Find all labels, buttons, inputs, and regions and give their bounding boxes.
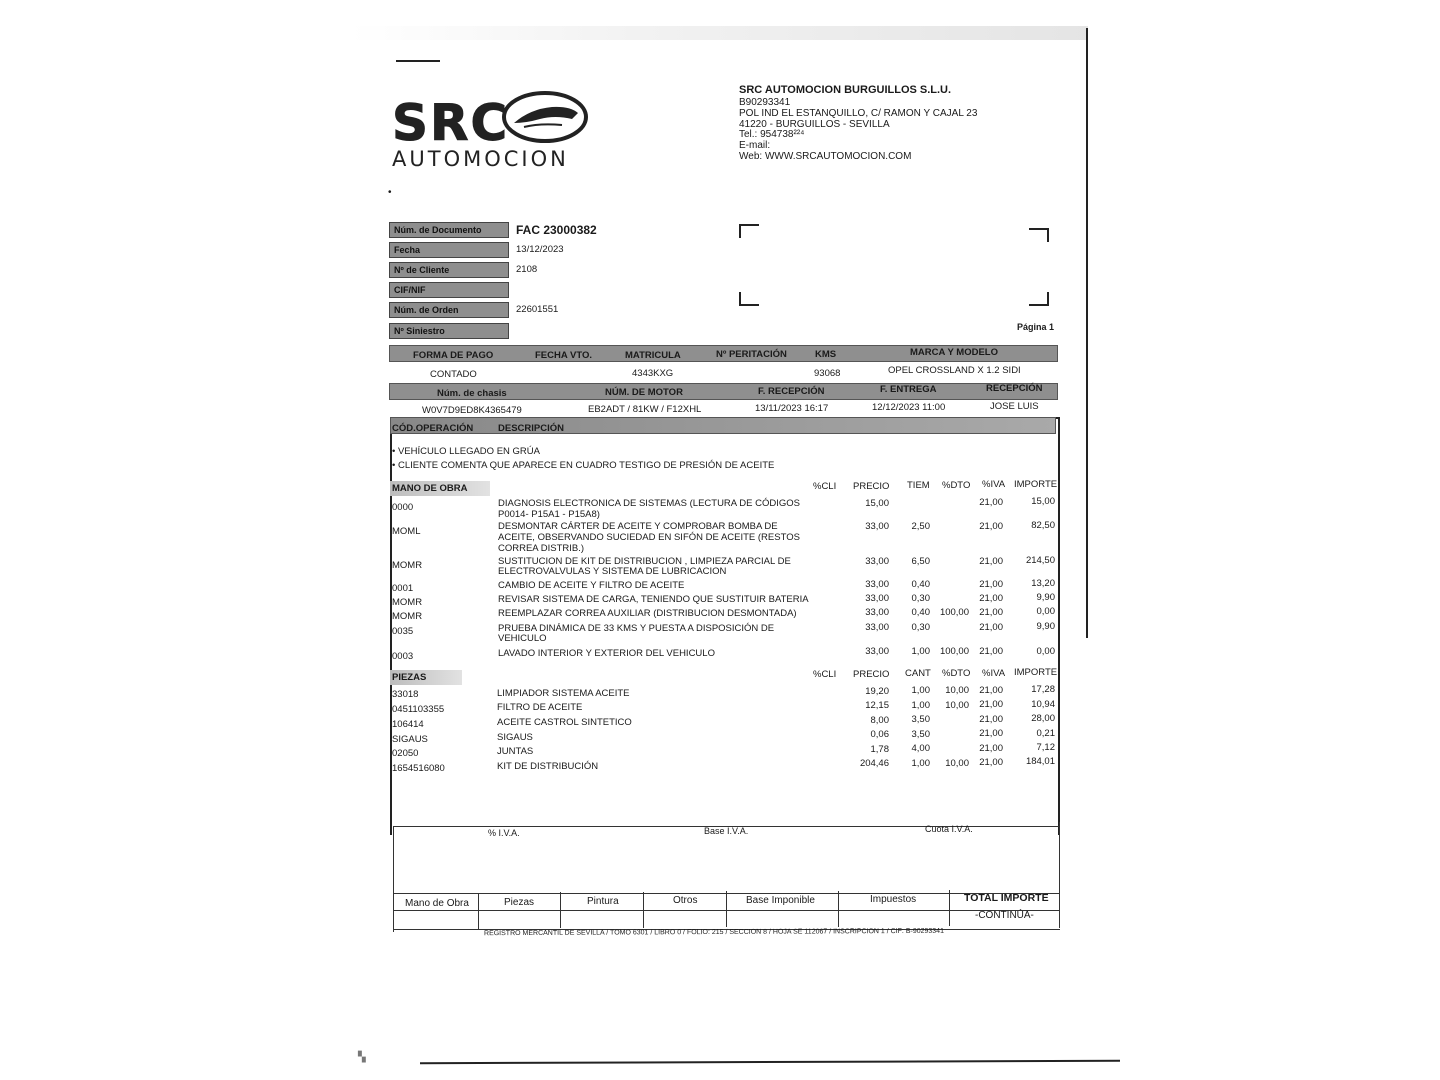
labor-iva: 21,00 <box>979 556 1003 567</box>
registry-footer: REGISTRO MERCANTIL DE SEVILLA / TOMO 6301 / LIBRO 0 / FOLIO: 215 / SECCION 8 / HOJA SE 112067 / INSCRIPCION 1 / CIF: B-90293341 <box>483 927 944 938</box>
doc-label-claim: Nº Siniestro <box>389 323 509 339</box>
parts-section-title: PIEZAS <box>390 670 462 685</box>
labor-code: 0003 <box>392 651 414 662</box>
ops-header-bar <box>390 417 1056 434</box>
car-logo-icon <box>500 89 590 145</box>
part-precio: 204,46 <box>859 758 889 769</box>
labor-code: 0000 <box>392 502 414 513</box>
h2-recepcion-fecha: F. RECEPCIÓN <box>758 386 825 397</box>
labor-precio: 33,00 <box>865 607 889 618</box>
totals-sep <box>643 892 644 928</box>
part-dto: 10,00 <box>945 758 969 769</box>
part-code: SIGAUS <box>392 734 428 745</box>
part-cant: 1,00 <box>911 758 930 769</box>
logo-text-automocion: AUTOMOCION <box>392 147 569 171</box>
parts-col-cli: %CLI <box>813 669 837 680</box>
doc-label-cif: CIF/NIF <box>389 282 509 298</box>
part-dto: 10,00 <box>945 685 969 696</box>
labor-precio: 33,00 <box>865 622 889 633</box>
labor-desc: SUSTITUCION DE KIT DE DISTRIBUCION , LIMPIEZA PARCIAL DE <box>498 556 791 567</box>
totals-sep <box>726 891 727 927</box>
labor-iva: 21,00 <box>979 579 1003 590</box>
totals-pintura: Pintura <box>587 896 619 907</box>
labor-precio: 33,00 <box>865 556 889 567</box>
h2-motor: NÚM. DE MOTOR <box>605 387 683 398</box>
doc-value-date: 13/12/2023 <box>516 244 564 255</box>
ops-header-desc: DESCRIPCIÓN <box>498 423 564 434</box>
labor-importe: 214,50 <box>1025 555 1055 566</box>
parts-col-iva: %IVA <box>982 668 1006 679</box>
labor-code: MOMR <box>392 560 423 571</box>
part-precio: 0,06 <box>870 729 889 740</box>
part-desc: FILTRO DE ACEITE <box>497 702 583 713</box>
ops-header-code: CÓD.OPERACIÓN <box>392 423 474 434</box>
totals-sep <box>478 893 479 929</box>
v2-motor: EB2ADT / 81KW / F12XHL <box>588 404 702 415</box>
totals-mano-obra: Mano de Obra <box>405 898 469 909</box>
corner-mark-bl <box>739 292 759 306</box>
part-importe: 184,01 <box>1025 756 1055 767</box>
part-code: 02050 <box>392 748 419 759</box>
company-email: E-mail: <box>739 140 771 151</box>
part-precio: 8,00 <box>870 715 889 726</box>
part-iva: 21,00 <box>979 728 1003 739</box>
part-iva: 21,00 <box>979 685 1003 696</box>
vat-right-line <box>1059 822 1060 928</box>
stray-dot: • <box>388 187 392 198</box>
labor-col-iva: %IVA <box>982 479 1006 490</box>
h1-matricula: MATRICULA <box>625 350 681 361</box>
labor-importe: 15,00 <box>1031 496 1055 507</box>
labor-tiem: 0,30 <box>911 593 930 604</box>
part-desc: LIMPIADOR SISTEMA ACEITE <box>497 688 630 699</box>
h1-marca-modelo: MARCA Y MODELO <box>910 347 998 358</box>
labor-col-precio: PRECIO <box>853 481 890 492</box>
totals-mid-line <box>394 910 1060 911</box>
labor-desc: DESMONTAR CÁRTER DE ACEITE Y COMPROBAR BOMBA DE <box>498 521 778 532</box>
part-desc: JUNTAS <box>497 746 534 757</box>
part-importe: 0,21 <box>1036 728 1055 739</box>
labor-tiem: 2,50 <box>911 521 930 532</box>
part-cant: 4,00 <box>911 743 930 754</box>
labor-desc-line2: ELECTROVALVULAS Y SISTEMA DE LUBRICACION <box>498 566 727 577</box>
labor-importe: 9,90 <box>1036 592 1055 603</box>
labor-desc: DIAGNOSIS ELECTRONICA DE SISTEMAS (LECTURA DE CÓDIGOS <box>498 498 800 509</box>
part-code: 0451103355 <box>392 704 445 715</box>
labor-desc-line3: CORREA DISTRIB.) <box>498 543 585 554</box>
labor-importe: 0,00 <box>1036 646 1055 657</box>
labor-tiem: 0,40 <box>911 607 930 618</box>
company-web: Web: WWW.SRCAUTOMOCION.COM <box>739 151 912 162</box>
labor-code: MOMR <box>392 597 423 608</box>
vat-pct-label: % I.V.A. <box>488 828 520 838</box>
labor-iva: 21,00 <box>979 622 1003 633</box>
vat-base-label: Base I.V.A. <box>704 826 749 836</box>
totals-sep <box>560 892 561 928</box>
company-name: SRC AUTOMOCION BURGUILLOS S.L.U. <box>739 84 952 96</box>
labor-desc: LAVADO INTERIOR Y EXTERIOR DEL VEHICULO <box>498 648 715 659</box>
part-iva: 21,00 <box>979 757 1003 768</box>
part-code: 33018 <box>392 689 419 700</box>
labor-dto: 100,00 <box>939 607 969 618</box>
part-dto: 10,00 <box>945 700 969 711</box>
labor-section-title: MANO DE OBRA <box>390 481 490 496</box>
doc-value-number: FAC 23000382 <box>516 223 597 237</box>
labor-iva: 21,00 <box>979 607 1003 618</box>
company-address: POL IND EL ESTANQUILLO, C/ RAMON Y CAJAL 23 <box>739 108 978 119</box>
labor-importe: 0,00 <box>1036 606 1055 617</box>
labor-code: 0001 <box>392 583 414 594</box>
labor-iva: 21,00 <box>979 521 1003 532</box>
part-importe: 10,94 <box>1031 699 1055 710</box>
logo-text-src: SRC <box>392 94 510 152</box>
company-cif: B90293341 <box>739 97 791 108</box>
h1-peritacion: Nº PERITACIÓN <box>716 349 787 360</box>
part-desc: ACEITE CASTROL SINTETICO <box>497 717 632 728</box>
h2-chasis: Núm. de chasis <box>437 388 507 399</box>
doc-label-number: Núm. de Documento <box>389 222 509 238</box>
part-code: 1654516080 <box>392 763 445 774</box>
note-1: • VEHÍCULO LLEGADO EN GRÚA <box>392 446 540 457</box>
part-cant: 3,50 <box>911 729 930 740</box>
v2-chasis: W0V7D9ED8K4365479 <box>422 405 522 416</box>
v1-forma-pago: CONTADO <box>430 369 477 380</box>
parts-col-dto: %DTO <box>942 668 971 679</box>
parts-col-importe: IMPORTE <box>1014 667 1058 678</box>
part-precio: 12,15 <box>865 700 889 711</box>
labor-precio: 15,00 <box>865 498 889 509</box>
labor-importe: 9,90 <box>1036 621 1055 632</box>
doc-value-client: 2108 <box>516 264 538 275</box>
page-right-edge <box>1086 28 1088 638</box>
corner-mark-br <box>1029 292 1049 306</box>
labor-iva: 21,00 <box>979 497 1003 508</box>
v1-kms: 93068 <box>814 368 841 379</box>
scan-mark: ▚ <box>358 1052 366 1063</box>
totals-sep <box>949 890 950 926</box>
v2-entrega: 12/12/2023 11:00 <box>872 402 946 413</box>
totals-otros: Otros <box>673 895 698 906</box>
note-2: • CLIENTE COMENTA QUE APARECE EN CUADRO TESTIGO DE PRESIÓN DE ACEITE <box>392 460 775 471</box>
doc-label-date: Fecha <box>389 242 509 258</box>
totals-base-imponible: Base Imponible <box>746 895 815 906</box>
corner-mark-tr <box>1029 228 1049 242</box>
company-city: 41220 - BURGUILLOS - SEVILLA <box>739 119 890 130</box>
vat-cuota-label: Cuota I.V.A. <box>925 824 973 834</box>
part-cant: 1,00 <box>911 685 930 696</box>
page-number: Página 1 <box>1017 322 1055 332</box>
v2-recepcion: JOSE LUIS <box>990 401 1039 412</box>
totals-total-importe: TOTAL IMPORTE <box>964 892 1049 904</box>
h2-entrega: F. ENTREGA <box>880 384 937 395</box>
part-importe: 17,28 <box>1031 684 1055 695</box>
labor-col-cli: %CLI <box>813 481 837 492</box>
labor-tiem: 0,30 <box>911 622 930 633</box>
labor-code: 0035 <box>392 626 414 637</box>
part-cant: 3,50 <box>911 714 930 725</box>
totals-sep <box>838 891 839 927</box>
parts-col-precio: PRECIO <box>853 669 890 680</box>
labor-code: MOML <box>392 526 421 537</box>
labor-precio: 33,00 <box>865 646 889 657</box>
h1-kms: KMS <box>815 349 837 360</box>
part-desc: KIT DE DISTRIBUCIÓN <box>497 761 599 772</box>
doc-value-order: 22601551 <box>516 304 559 315</box>
labor-iva: 21,00 <box>979 593 1003 604</box>
h1-forma-pago: FORMA DE PAGO <box>413 350 494 361</box>
vat-left-line <box>393 826 394 932</box>
labor-importe: 13,20 <box>1031 578 1055 589</box>
labor-precio: 33,00 <box>865 593 889 604</box>
v1-marca-modelo: OPEL CROSSLAND X 1.2 SIDI <box>888 365 1021 376</box>
corner-mark-tl <box>739 224 759 238</box>
doc-label-client: Nº de Cliente <box>389 262 509 278</box>
h1-fecha-vto: FECHA VTO. <box>535 350 593 361</box>
labor-desc-line2: ACEITE, OBSERVANDO SUCIEDAD EN SIFÓN DE ACEITE (RESTOS <box>498 532 800 543</box>
totals-piezas: Piezas <box>504 897 535 908</box>
part-iva: 21,00 <box>979 714 1003 725</box>
part-precio: 19,20 <box>865 686 889 697</box>
labor-desc: REEMPLAZAR CORREA AUXILIAR (DISTRIBUCION DESMONTADA) <box>498 608 797 619</box>
labor-desc-line2: VEHICULO <box>498 633 547 644</box>
labor-desc: REVISAR SISTEMA DE CARGA, TENIENDO QUE SUSTITUIR BATERIA <box>498 594 809 605</box>
labor-precio: 33,00 <box>865 579 889 590</box>
labor-desc-line2: P0014- P15A1 - P15A8) <box>498 509 600 520</box>
part-precio: 1,78 <box>870 744 889 755</box>
labor-dto: 100,00 <box>939 646 969 657</box>
part-desc: SIGAUS <box>497 732 533 743</box>
doc-label-order: Núm. de Orden <box>389 302 509 318</box>
part-iva: 21,00 <box>979 743 1003 754</box>
v2-recepcion-fecha: 13/11/2023 16:17 <box>755 403 829 414</box>
part-code: 106414 <box>392 719 424 730</box>
labor-iva: 21,00 <box>979 646 1003 657</box>
part-iva: 21,00 <box>979 699 1003 710</box>
labor-importe: 82,50 <box>1031 520 1055 531</box>
company-tel: Tel.: 954738²²⁴ <box>739 129 805 140</box>
labor-tiem: 6,50 <box>911 556 930 567</box>
labor-tiem: 0,40 <box>911 579 930 590</box>
labor-col-importe: IMPORTE <box>1014 479 1058 490</box>
labor-precio: 33,00 <box>865 521 889 532</box>
totals-impuestos: Impuestos <box>870 894 917 905</box>
h2-recepcion: RECEPCIÓN <box>986 383 1043 394</box>
labor-desc: CAMBIO DE ACEITE Y FILTRO DE ACEITE <box>498 580 685 591</box>
bottom-scan-line <box>420 1060 1120 1064</box>
labor-desc: PRUEBA DINÁMICA DE 33 KMS Y PUESTA A DISPOSICIÓN DE <box>498 623 775 634</box>
labor-tiem: 1,00 <box>911 646 930 657</box>
parts-col-cant: CANT <box>905 668 931 679</box>
v1-matricula: 4343KXG <box>632 368 674 379</box>
labor-col-tiem: TIEM <box>907 480 930 491</box>
part-importe: 28,00 <box>1031 713 1055 724</box>
part-cant: 1,00 <box>911 700 930 711</box>
part-importe: 7,12 <box>1036 742 1055 753</box>
labor-code: MOMR <box>392 611 423 622</box>
totals-total-value: -CONTINÚA- <box>975 910 1034 921</box>
page-top-edge <box>350 26 1088 40</box>
top-left-mark <box>396 60 440 62</box>
labor-col-dto: %DTO <box>942 480 971 491</box>
totals-top-line <box>394 893 1060 894</box>
